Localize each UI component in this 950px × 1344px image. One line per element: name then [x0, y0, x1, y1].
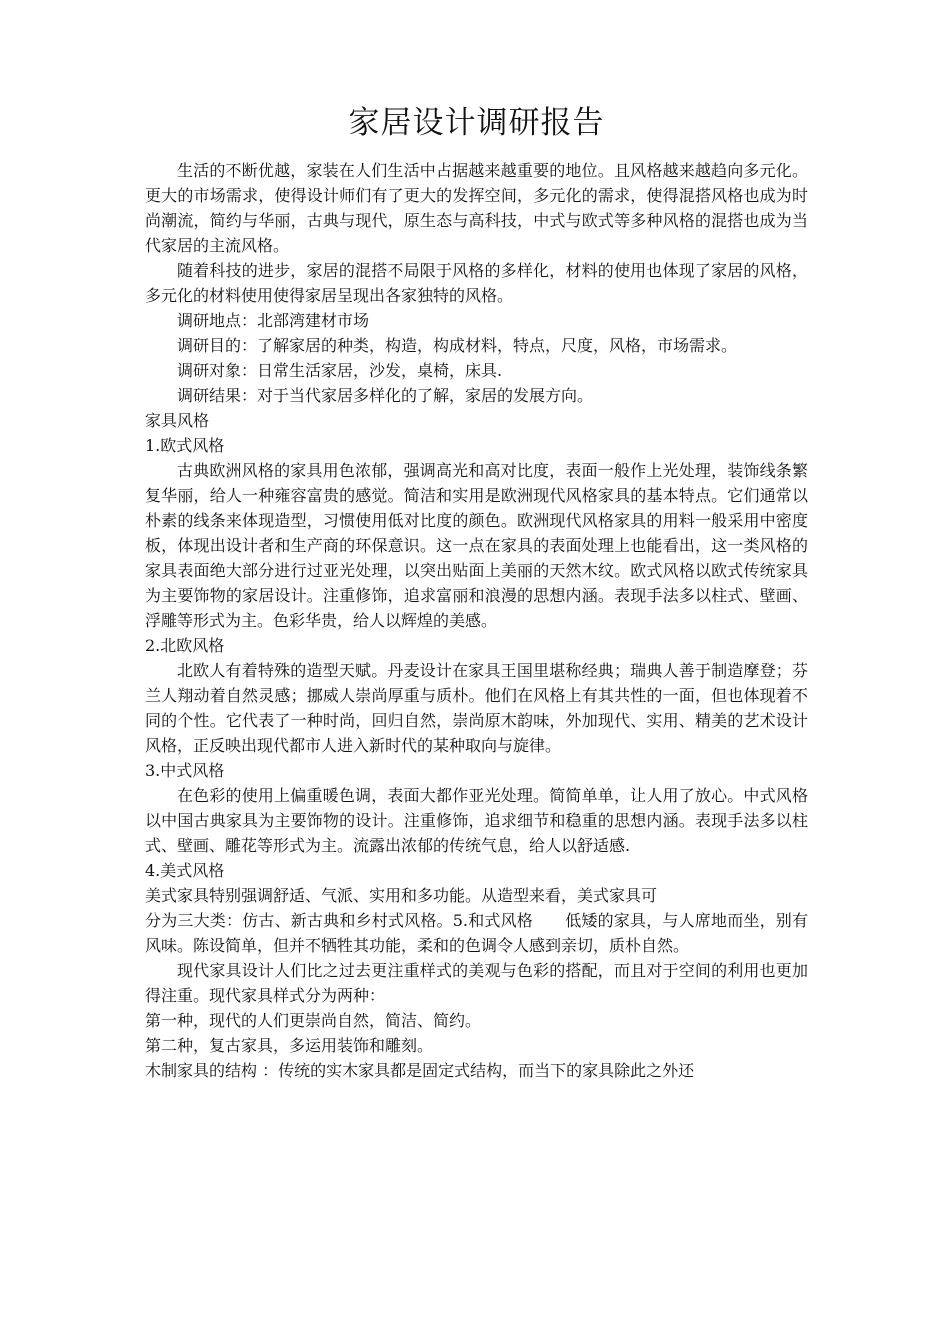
- document-title: 家居设计调研报告: [348, 105, 605, 141]
- american-style-line-2: 分为三大类：仿古、新古典和乡村式风格。5.和式风格: [145, 911, 534, 930]
- heading-european-style: 1.欧式风格: [145, 436, 225, 455]
- nordic-style-text: 北欧人有着特殊的造型天赋。丹麦设计在家具王国里堪称经典；瑞典人善于制造摩登；芬兰人翔动着自然灵感；挪威人崇尚厚重与质朴。他们在风格上有其共性的一面，但也体现着不同的个性。它代表了一种时尚，回归自然，崇尚原木韵味，外加现代、实用、精美的艺术设计风格，正反映出现代都市人进入新时代的某种取向与旋律。: [145, 661, 808, 755]
- modern-furniture-paragraph: 现代家具设计人们比之过去更注重样式的美观与色彩的搭配，而且对于空间的利用也更加得注重。现代家具样式分为两种：: [145, 961, 808, 1005]
- intro-paragraph-2: 随着科技的进步，家居的混搭不局限于风格的多样化，材料的使用也体现了家居的风格，多元化的材料使用使得家居呈现出各家独特的风格。: [145, 261, 808, 305]
- document-body: [145, 158, 808, 1083]
- survey-result: 调研结果：对于当代家居多样化的了解，家居的发展方向。: [177, 386, 594, 405]
- american-style-line-1: 美式家具特别强调舒适、气派、实用和多功能。从造型来看，美式家具可: [145, 886, 658, 905]
- intro-paragraph-1: 生活的不断优越，家装在人们生活中占据越来越重要的地位。且风格越来越趋向多元化。更大的市场需求，使得设计师们有了更大的发挥空间，多元化的需求，使得混搭风格也成为时尚潮流，简约与华丽，古典与现代，原生态与高科技，中式与欧式等多种风格的混搭也成为当代家居的主流风格。: [145, 161, 808, 255]
- survey-location: 调研地点：北部湾建材市场: [177, 311, 370, 330]
- modern-type-2: 第二种，复古家具，多运用装饰和雕刻。: [145, 1036, 434, 1055]
- survey-purpose: 调研目的：了解家居的种类，构造，构成材料，特点，尺度，风格，市场需求。: [177, 336, 738, 355]
- document-page: [145, 100, 808, 1083]
- heading-nordic-style: 2.北欧风格: [145, 636, 225, 655]
- heading-furniture-styles: 家具风格: [145, 411, 210, 430]
- heading-american-style: 4.美式风格: [145, 861, 225, 880]
- modern-type-1: 第一种，现代的人们更崇尚自然，简洁、简约。: [145, 1011, 482, 1030]
- heading-chinese-style: 3.中式风格: [145, 761, 225, 780]
- european-style-text: 古典欧洲风格的家具用色浓郁，强调高光和高对比度，表面一般作上光处理，装饰线条繁复华丽，给人一种雍容富贵的感觉。简洁和实用是欧洲现代风格家具的基本特点。它们通常以朴素的线条来体现造型，习惯使用低对比度的颜色。欧洲现代风格家具的用料一般采用中密度板，体现出设计者和生产商的环保意识。这一点在家具的表面处理上也能看出，这一类风格的家具表面绝大部分进行过亚光处理，以突出贴面上美丽的天然木纹。欧式风格以欧式传统家具为主要饰物的家居设计。注重修饰，追求富丽和浪漫的思想内涵。表现手法多以柱式、壁画、浮雕等形式为主。色彩华贵，给人以辉煌的美感。: [145, 461, 808, 630]
- american-japanese-style-text: [145, 908, 808, 958]
- chinese-style-text: 在色彩的使用上偏重暖色调，表面大都作亚光处理。简简单单，让人用了放心。中式风格以中国古典家具为主要饰物的设计。注重修饰，追求细节和稳重的思想内涵。表现手法多以柱式、壁画、雕花等形式为主。流露出浓郁的传统气息，给人以舒适感.: [145, 786, 808, 855]
- wood-furniture-structure: 木制家具的结构 ：传统的实木家具都是固定式结构，而当下的家具除此之外还: [145, 1061, 695, 1080]
- japanese-style-text: 低矮的家具，与人席地而坐，别有风味。陈设简单，但并不牺牲其功能，柔和的色调令人感到亲切，质朴自然。: [145, 911, 808, 955]
- survey-object: 调研对象：日常生活家居，沙发，桌椅，床具.: [177, 361, 503, 380]
